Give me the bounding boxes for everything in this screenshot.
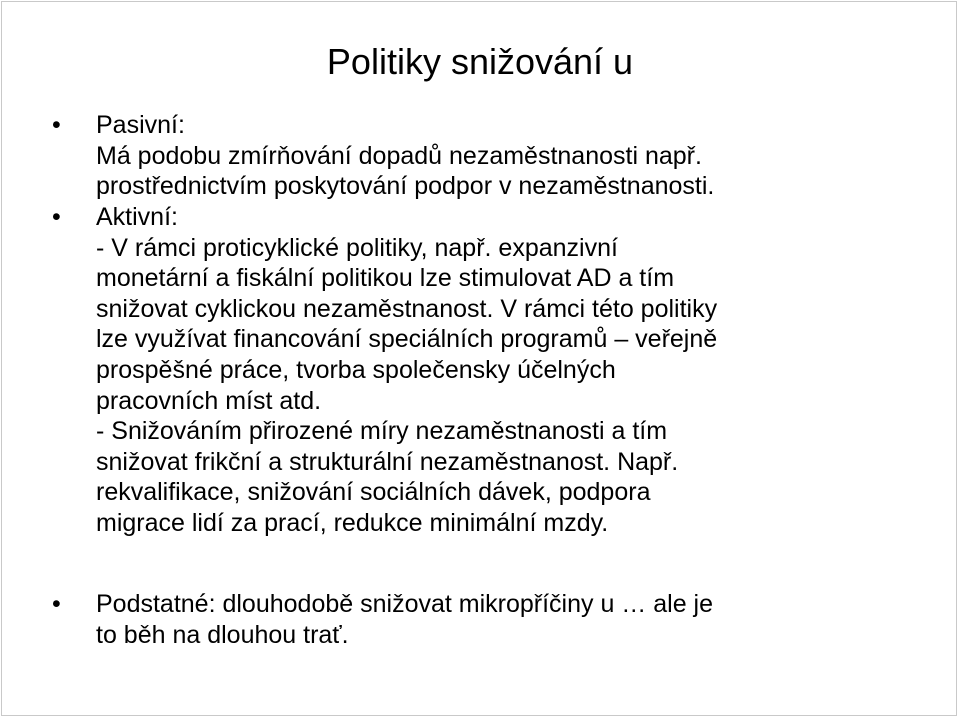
bullet-pasivni	[52, 110, 932, 202]
text-line: - V rámci proticyklické politiky, např. expanzivní	[96, 233, 618, 262]
text-line: Podstatné: dlouhodobě snižovat mikropříčiny u … ale je	[96, 590, 714, 618]
bullet-aktivni	[52, 202, 932, 539]
text-line: migrace lidí za prací, redukce minimální mzdy.	[96, 508, 609, 537]
text-line: prostřednictvím poskytování podpor v nezaměstnanosti.	[96, 172, 715, 201]
bullet-dot-icon: •	[52, 203, 61, 231]
bullet-podstatne	[52, 589, 932, 650]
text-line: - Snižováním přirozené míry nezaměstnanosti a tím	[96, 417, 668, 446]
bullet-text	[96, 589, 932, 650]
text-line: Má podobu zmírňování dopadů nezaměstnanosti např.	[96, 141, 702, 170]
bullet-dot-icon: •	[52, 590, 61, 618]
text-line: snižovat frikční a strukturální nezaměstnanost. Např.	[96, 447, 679, 476]
text-line: lze využívat financování speciálních programů – veřejně	[96, 325, 718, 354]
text-line: prospěšné práce, tvorba společensky účelných	[96, 355, 616, 384]
bullet-heading: Pasivní:	[96, 111, 185, 139]
bullet-text	[96, 202, 932, 539]
text-line: pracovních míst atd.	[96, 386, 322, 415]
text-line: to běh na dlouhou trať.	[96, 620, 349, 649]
text-line: monetární a fiskální politikou lze stimulovat AD a tím	[96, 264, 675, 293]
text-line: rekvalifikace, snižování sociálních dávek, podpora	[96, 478, 651, 507]
text-line: snižovat cyklickou nezaměstnanost. V rámci této politiky	[96, 294, 718, 323]
bullet-text	[96, 110, 932, 202]
bullet-dot-icon: •	[52, 111, 61, 139]
slide-title: Politiky snižování u	[326, 41, 634, 82]
bullet-heading: Aktivní:	[96, 203, 178, 231]
